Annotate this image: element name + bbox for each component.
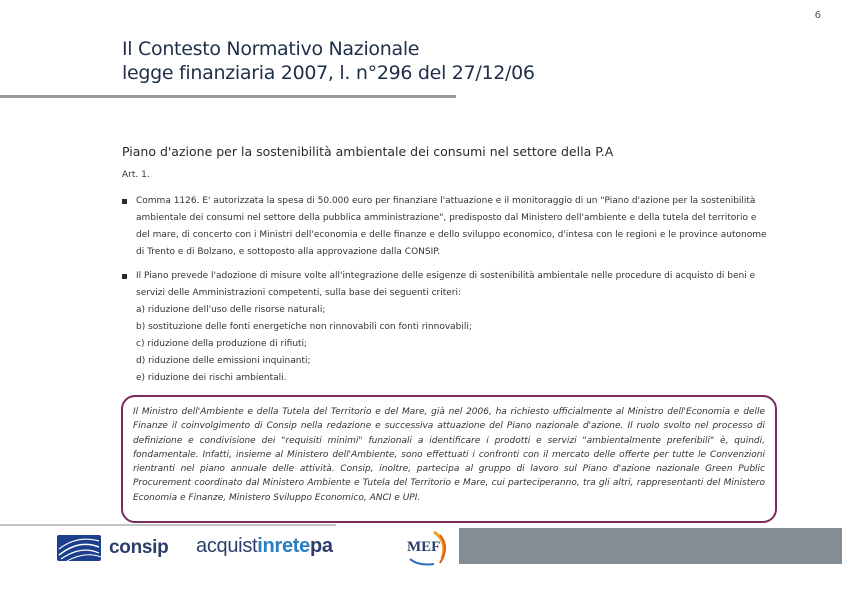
square-bullet-icon [122, 199, 127, 204]
bullet-text-comma-1126: Comma 1126. E' autorizzata la spesa di 50.000 euro per finanziare l'attuazione e il monitoraggio di un "Piano d'azione per la sostenibilità ambientale dei consumi nel settore della pubblica amministrazione", predisposto dal Ministero dell'ambiente e della tutela del territorio e del mare, di concerto con i Ministri dell'economia e delle finanze e dello sviluppo economico, d'intesa con le regioni e le province autonome di Trento e di Bolzano, e sottoposto alla approvazione dalla CONSIP. [136, 196, 767, 257]
footer-divider [0, 524, 336, 526]
bullet-list [122, 193, 767, 387]
mef-logo[interactable] [404, 529, 450, 567]
page-subtitle: legge finanziaria 2007, l. n°296 del 27/12/06 [122, 62, 535, 84]
consip-wordmark: consip [109, 537, 169, 558]
mef-wordmark: MEF [407, 539, 441, 555]
criteria-list [136, 302, 767, 387]
aip-part-1: acquist [196, 535, 258, 557]
section-heading: Piano d'azione per la sostenibilità ambientale dei consumi nel settore della P.A [122, 144, 614, 159]
footer-bar [459, 528, 842, 564]
acquistinretepa-logo[interactable] [196, 535, 333, 558]
article-label: Art. 1. [122, 170, 150, 180]
criteria-item: c) riduzione della produzione di rifiuti; [136, 339, 308, 349]
consip-globe-icon [57, 535, 101, 561]
criteria-item: e) riduzione dei rischi ambientali. [136, 373, 287, 383]
square-bullet-icon [122, 274, 127, 279]
title-block [122, 37, 535, 85]
criteria-item: a) riduzione dell'uso delle risorse naturali; [136, 305, 326, 315]
criteria-item: d) riduzione delle emissioni inquinanti; [136, 356, 311, 366]
bullet-item [122, 268, 767, 387]
criteria-item: b) sostituzione delle fonti energetiche non rinnovabili con fonti rinnovabili; [136, 322, 472, 332]
page-number: 6 [814, 10, 821, 21]
title-divider [0, 95, 456, 98]
consip-logo[interactable] [57, 535, 168, 561]
bullet-item [122, 193, 767, 261]
page-title: Il Contesto Normativo Nazionale [122, 38, 420, 60]
aip-part-3: pa [309, 535, 333, 557]
bullet-text-piano: Il Piano prevede l'adozione di misure volte all'integrazione delle esigenze di sostenibilità ambientale nelle procedure di acquisto di beni e servizi delle Amministrazioni competenti, sulla base dei seguenti criteri: [136, 271, 756, 298]
aip-part-2: inrete [257, 535, 310, 557]
callout-box: Il Ministro dell'Ambiente e della Tutela del Territorio e del Mare, già nel 2006, ha richiesto ufficialmente al Ministro dell'Economia e delle Finanze il coinvolgimento di Consip nella redazione e successiva attuazione del Piano nazionale d'azione. Il ruolo svolto nel processo di definizione e condivisione dei "requisiti minimi" funzionali a identificare i prodotti e servizi "ambientalmente preferibili" è, quindi, fondamentale. Infatti, insieme al Ministero dell'Ambiente, sono effettuati i confronti con il mercato delle offerte per tutte le Convenzioni rientranti nel piano annuale delle attività. Consip, inoltre, partecipa al gruppo di lavoro sul Piano d'azione nazionale Green Public Procurement coordinato dal Ministero Ambiente e Tutela del Territorio e Mare, cui parteciperanno, tra gli altri, rappresentanti del Ministero Economia e Finanze, Ministero Sviluppo Economico, ANCI e UPI. [121, 395, 777, 523]
